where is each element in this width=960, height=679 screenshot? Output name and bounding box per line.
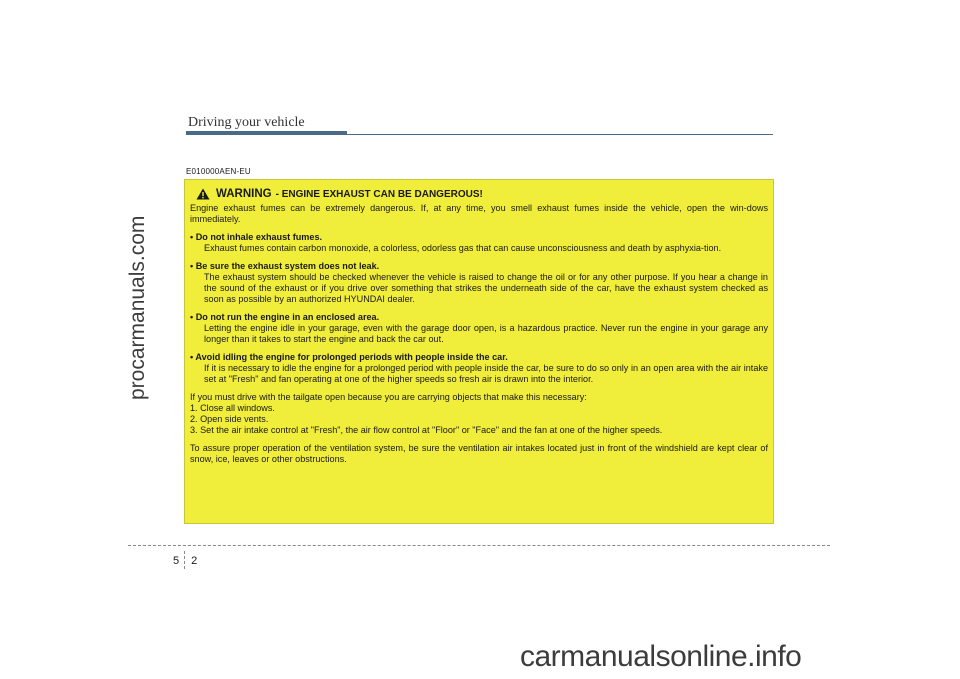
step-item: 1. Close all windows. <box>190 403 275 413</box>
warning-intro: Engine exhaust fumes can be extremely dangerous. If, at any time, you smell exhaust fumes inside the vehicle, open the win-dows immediately. <box>190 203 768 224</box>
header-rule <box>347 134 773 135</box>
bullet-body: Letting the engine idle in your garage, even with the garage door open, is a hazardous practice. Never run the engine in your garage any longer than it takes to start the engine and back the car out. <box>204 323 768 344</box>
bullet-heading: • Do not run the engine in an enclosed area. <box>190 312 380 322</box>
watermark-procarmanuals: procarmanuals.com <box>126 215 149 400</box>
chapter-number: 5 <box>173 555 180 567</box>
warning-triangle-icon <box>196 188 210 200</box>
page-number <box>173 551 197 569</box>
warning-subtitle: - ENGINE EXHAUST CAN BE DANGEROUS! <box>275 188 483 200</box>
step-item: 2. Open side vents. <box>190 414 269 424</box>
bullet-heading: • Avoid idling the engine for prolonged periods with people inside the car. <box>190 352 508 362</box>
page-header-title: Driving your vehicle <box>188 115 305 130</box>
section-code: E010000AEN-EU <box>186 167 251 176</box>
bullet-body: If it is necessary to idle the engine for a prolonged period with people inside the car, be sure to do so only in an open area with the air intake set at "Fresh" and fan operating at one of the higher speeds so fresh air is drawn into the interior. <box>204 363 768 384</box>
tailgate-intro: If you must drive with the tailgate open because you are carrying objects that make this necessary: <box>190 392 587 402</box>
footer-divider <box>128 545 830 546</box>
watermark-carmanualsonline: carmanualsonline.info <box>520 640 802 673</box>
warning-heading <box>196 188 768 200</box>
page-number-separator <box>184 551 186 569</box>
step-item: 3. Set the air intake control at "Fresh", the air flow control at "Floor" or "Face" and the fan at one of the higher speeds. <box>190 425 663 435</box>
bullet-heading: • Do not inhale exhaust fumes. <box>190 232 323 242</box>
page-number-value: 2 <box>191 555 198 567</box>
bullet-body: The exhaust system should be checked whenever the vehicle is raised to change the oil or for any other purpose. If you hear a change in the sound of the exhaust or if you drive over something that strikes the underneath side of the car, have the exhaust system checked as soon as possible by an authorized HYUNDAI dealer. <box>204 272 768 304</box>
warning-box <box>184 179 774 524</box>
bullet-body: Exhaust fumes contain carbon monoxide, a colorless, odorless gas that can cause unconsciousness and death by asphyxia-tion. <box>204 243 722 253</box>
tailgate-instructions <box>190 392 768 436</box>
header-rule-accent <box>186 131 347 135</box>
bullet-heading: • Be sure the exhaust system does not leak. <box>190 261 380 271</box>
warning-label: WARNING <box>216 187 272 200</box>
warning-closing: To assure proper operation of the ventilation system, be sure the ventilation air intakes located just in front of the windshield are kept clear of snow, ice, leaves or other obstructions. <box>190 443 768 464</box>
